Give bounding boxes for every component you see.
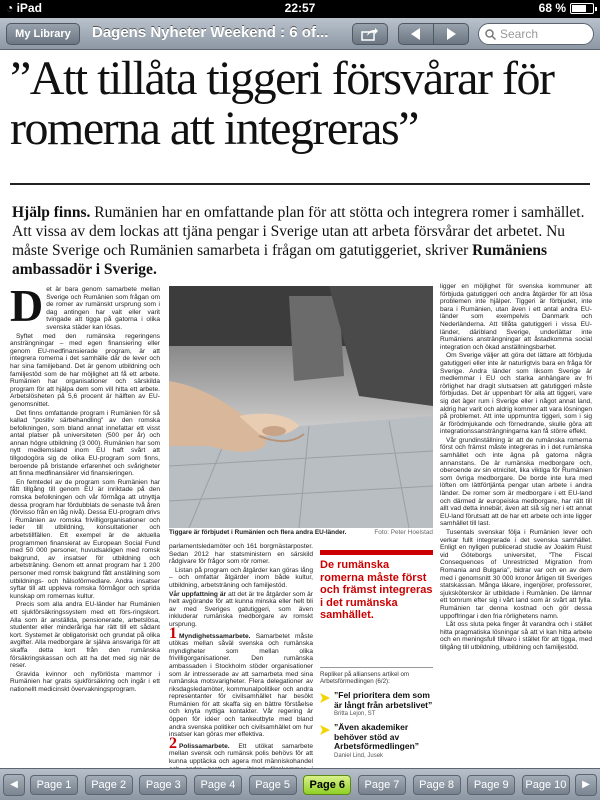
scroll-pages-right-button[interactable] (575, 774, 597, 796)
article-headline: ”Att tillåta tiggeri försvårar för romerna att integreras” (10, 52, 554, 155)
page-tab-10[interactable]: Page 10 (522, 775, 570, 795)
battery-fill (572, 5, 586, 12)
chevron-left-icon: ◀ (10, 779, 18, 790)
reply-item (334, 723, 433, 759)
page-tab-1[interactable]: Page 1 (30, 775, 78, 795)
body-paragraph: parlamentsledamöter och 161 borgmästarposter. Sedan 2012 har statsministern en särskild rådgivare för frågor som rör romer. (169, 543, 313, 566)
paragraph-lead: Vår uppfattning är (169, 590, 227, 598)
battery-status (539, 1, 594, 15)
wifi-icon: ◔ (6, 1, 17, 15)
publication-title: Dagens Nyheter Weekend : 6 of... (92, 24, 329, 41)
paragraph-lead: Polissamarbete. (179, 742, 230, 750)
arrow-bullet-icon (320, 725, 330, 735)
body-paragraph: Syftet med den rumänska regeringens ansträngningar – med egen finansiering eller genom EU-medfinansierade program, är att integrera romerna i det samhälle där de lever och har sina familjeband. Det är genom utbildning och familjestöd som de har möjlighet att få ett arbete. Rumänien har organisationer och särskilda program för att hjälpa dem som vill hitta ett arbete. Arbetslösheten på 5,6 procent är hälften av EU-genomsnittet. (10, 332, 160, 408)
article-page[interactable] (0, 50, 600, 768)
page-tab-6[interactable]: Page 6 (303, 775, 351, 795)
reply-author: Daniel Lind, Jusek (334, 752, 384, 759)
body-column-1 (10, 280, 160, 766)
related-reply-link[interactable] (320, 723, 433, 759)
share-button[interactable] (352, 23, 388, 45)
status-bar (0, 0, 600, 18)
search-icon (485, 29, 496, 40)
article-photo (169, 286, 433, 528)
related-reply-link[interactable] (320, 691, 433, 717)
battery-percent: 68 % (538, 1, 566, 15)
caption-text: Tiggare är förbjudet i Rumänien och flera andra EU-länder. (169, 529, 347, 536)
body-column-2 (169, 543, 313, 768)
body-paragraph: Det finns omfattande program i Rumänien för så kallad "positiv särbehandling" av den romska befolkningen, som bland annat innefattar ett visst antal platser på universiteten (500 per år) och annan högre utbildning (3 000). Rumänien har som nytt medlemsland inom EU haft svårt att tillgodogöra sig de olika EU-program som finns, beroende på bristande erfarenhet och svårigheter att finna medfinansiärer vid finansieringen. (10, 409, 160, 478)
body-paragraph: Listan på program och åtgärder kan göras lång – och omfattar åtgärder inom både kultur, utbildning, arbetsträning och familjestöd. (169, 566, 313, 589)
my-library-button[interactable]: My Library (6, 23, 80, 45)
paragraph-text: Ett utökat samarbete mellan svensk och rumänsk polis behövs för att kunna upptäcka och agera mot människohandel (169, 742, 313, 766)
arrow-left-icon (411, 28, 421, 40)
battery-icon (570, 3, 594, 14)
page-tab-7[interactable]: Page 7 (358, 775, 406, 795)
reply-quote: ”Även akademiker behöver stöd av Arbetsförmedlingen” (334, 722, 420, 751)
body-paragraph: Låt oss sluta peka finger åt varandra och i stället hitta pragmatiska lösningar så att vi kan hitta arbete och en meningsfull tillvaro i stället för att tigga, med tillgång till utbildning, utbildning och familjestöd. (440, 621, 592, 651)
pull-quote-bar (320, 550, 433, 555)
page-tab-4[interactable]: Page 4 (194, 775, 242, 795)
replies-label: Repliker på alliansens artikel om Arbetsförmedlingen (6/2): (320, 667, 433, 685)
lead-kicker: Hjälp finns. (12, 204, 91, 221)
page-navigation-bar (0, 768, 600, 800)
body-paragraph: et är bara genom samarbete mellan Sverige och Rumänien som frågan om de romer av rumänskt ursprung som i dag antingen har valt eller varit tvingade att tigga på gatorna i olika svenska städer kan lösas. (46, 286, 160, 331)
page-tabs (28, 775, 572, 795)
share-icon (361, 27, 379, 41)
body-paragraph: ligger en möjlighet för svenska kommuner att förbjuda gatutiggeri och andra åtgärder för att lösa problemen inte hjälper. Tiggeri är förbjudet, inte bara i Rumänien, utan även i ett antal andra EU-länder som exempelvis Danmark och Nederländerna. Att tillåta gatutiggeri i vissa EU-länder, däribland Sverige, underlättar inte Rumäniens ansträngningar att åstadkomma social integration och ökad anställningsbarhet. (440, 283, 592, 351)
begging-hand-image (169, 286, 433, 528)
photo-credit: Foto: Peter Hoelstad (374, 529, 433, 536)
body-paragraph: Precis som alla andra EU-länder har Rumänien ett sjukförsäkringssystem med ett förs-ringskort. Alla som är anställda, pensionerade, arbetslösa, studenter eller minderåriga har rätt till ett sådant kort. Systemet är obligatoriskt och grundat på olika avgifter. Alla medborgare är själva ansvariga för att skaffa detta kort från den rumänska försäkringskassan och att ha det med sig när de reser. (10, 601, 160, 670)
scroll-pages-left-button[interactable] (3, 774, 25, 796)
photo-caption (169, 529, 433, 536)
lead-text: Rumänien har en omfattande plan för att stötta och integrera romer i samhället. Att vissa av dem lockas att tjäna pengar i Sverige utan att arbeta försvårar det arbetet. Nu måste Sverige och Rumänien samarbeta i frågan om gatutiggeriet, skriver (12, 204, 585, 259)
related-replies (320, 667, 433, 759)
page-tab-2[interactable]: Page 2 (85, 775, 133, 795)
lead-author: Rumäniens ambassadör i Sverige. (12, 242, 548, 278)
body-paragraph: Om Sverige väljer att göra det lättare att förbjuda gatutiggeri eller inte är naturligtvis bara en fråga för Sverige. Andra länder som liksom Sverige är medlemmar i EU och starka anhängare av fri rörlighet har dragit slutsatsen att gatutiggeri måste förbjudas. Det är uppenbart för alla att tiggeri, vare sig det äger rum i Sverige eller i något annat land, aldrig har varit och aldrig kommer att vara lösningen på problemet. Att inte uppmuntra tiggeri, som i sig är förödmjukande och förnedrande, skulle göra att integrationssansträngningarna kan få större effekt. (440, 352, 592, 436)
body-paragraph: Gravida kvinnor och nyförlösta mammor i Rumänien har gratis sjukförsäkring och ingår i ett nationellt medicinskt övervakningsprogram. (10, 670, 160, 693)
reply-quote: ”Fel prioritera dem som är långt från arbetslivet” (334, 690, 433, 710)
paragraph-lead: Myndighetssamarbete. (179, 632, 251, 640)
previous-page-button[interactable] (398, 23, 434, 45)
headline-divider (10, 183, 590, 185)
reply-item (334, 691, 433, 717)
pull-quote-text: De rumänska romerna måste först och främst integreras i det rumänska samhället. (320, 559, 433, 621)
page-tab-8[interactable]: Page 8 (413, 775, 461, 795)
search-input[interactable] (500, 27, 580, 41)
search-field[interactable] (478, 23, 594, 45)
arrow-bullet-icon (320, 693, 330, 703)
page-tab-5[interactable]: Page 5 (249, 775, 297, 795)
body-paragraph: Tusentals svenskar följa i Rumänien lever och verkar fullt integrerade i det svenska samhället. Enligt en nyligen publicerad studie av Joakim Ruist vid Göteborgs universitet, "The Fiscal Consequences of Unrestricted Migration from Romania and Bulgaria", bidrar var och en av dem med i genomsnitt 30 000 kronor årligen till Sveriges statskassan. Många läkare, ingenjörer, professorer, sjuksköterskor är utbildade i Rumänien. De lämnar ett tomrum efter sig i vårt land som är svårt att fylla. Rumänien tar denna kostnad och gör dessa uppoffringar i den fria rörlighetens namn. (440, 529, 592, 620)
body-paragraph: Vår grundinställning är att de rumänska romerna först och främst måste integreras in i det rumänska samhället och inte ägna på gatorna några annanstans. De är rumänska medborgare och, oberoende av sin etnicitet, lika viktiga för Rumänien som övriga medborgare. De borde inte lura med löften om lättförtjänta pengar utan arbete i andra länder. De romer som är medborgare i ett EU-land och därmed är europeiska medborgare, har rätt till allt vad detta innebär, även att slå sig ner i ett annat EU-land förutsatt att de har ett arbete och inte ligger samhället till last. (440, 436, 592, 528)
carrier-text: iPad (16, 1, 42, 15)
pull-quote (320, 550, 433, 622)
chevron-right-icon: ▶ (582, 779, 590, 790)
clock: 22:57 (284, 1, 316, 15)
body-paragraph (169, 591, 313, 629)
body-paragraph: En femtedel av de program som Rumänien har fått tillgång till genom EU är inriktade på den romska befolkningen och vår förmåga att utnyttja dessa program har fördubblats de senaste två åren (förvisso från en låg nivå). Dessa EU-program drivs i Rumänien av romska frivilligorganisationer och leder till utbildning, konsultationer och arbetstillfällen. Ett exempel är de aktuella programmen finansierat av European Social Fund med 50 000 personer, huvudsakligen med romsk bakgrund, av insatser för utbildning och arbetsträning. Genom ett annat program har 1 200 personer med romsk bakgrund fått anställning som utbildnings- och hälsoförmedlare. Andra insatser syftar till att uppleva romska förmågor och sprida kunskap om romernas kultur. (10, 478, 160, 600)
paragraph-text: Samarbetet måste utökas mellan såväl svenska och rumänska myndigheter som mellan olika frivilligorganisationer. Den rumänska ambassaden i Stockholm stöder organisationer som är intresserade av att samarbeta med sina rumänska motsvarigheter. Flera delegationer av riksdagsledamöter, kommunalpolitiker och andra representanter för civilsamhället har besökt Rumänien för att skaffa sig en bättre förståelse och knyta nyttiga kontakter. Vår regering är öppen för idéer och tankeutbyte med bland andra svenska politiker och civilsamhället om hur insatser kan göras mer effektiva. (169, 632, 313, 739)
list-number: 2 (169, 734, 177, 752)
list-number: 1 (169, 624, 177, 642)
body-column-3 (440, 283, 592, 768)
next-page-button[interactable] (433, 23, 469, 45)
arrow-right-icon (446, 28, 456, 40)
body-paragraph (169, 624, 313, 739)
paragraph-text: att det är tre åtgärder som är helt avgörande för att kunna minska eller helt bli av med Sveriges gatutiggeri, som även inkluderar rumänska medborgare av romskt ursprung. (169, 590, 313, 628)
article-lead (12, 203, 592, 279)
reader-toolbar (0, 18, 600, 50)
page-tab-3[interactable]: Page 3 (139, 775, 187, 795)
page-tab-9[interactable]: Page 9 (467, 775, 515, 795)
reply-author: Britta Lejon, ST (334, 711, 376, 717)
drop-cap: D (10, 280, 44, 331)
